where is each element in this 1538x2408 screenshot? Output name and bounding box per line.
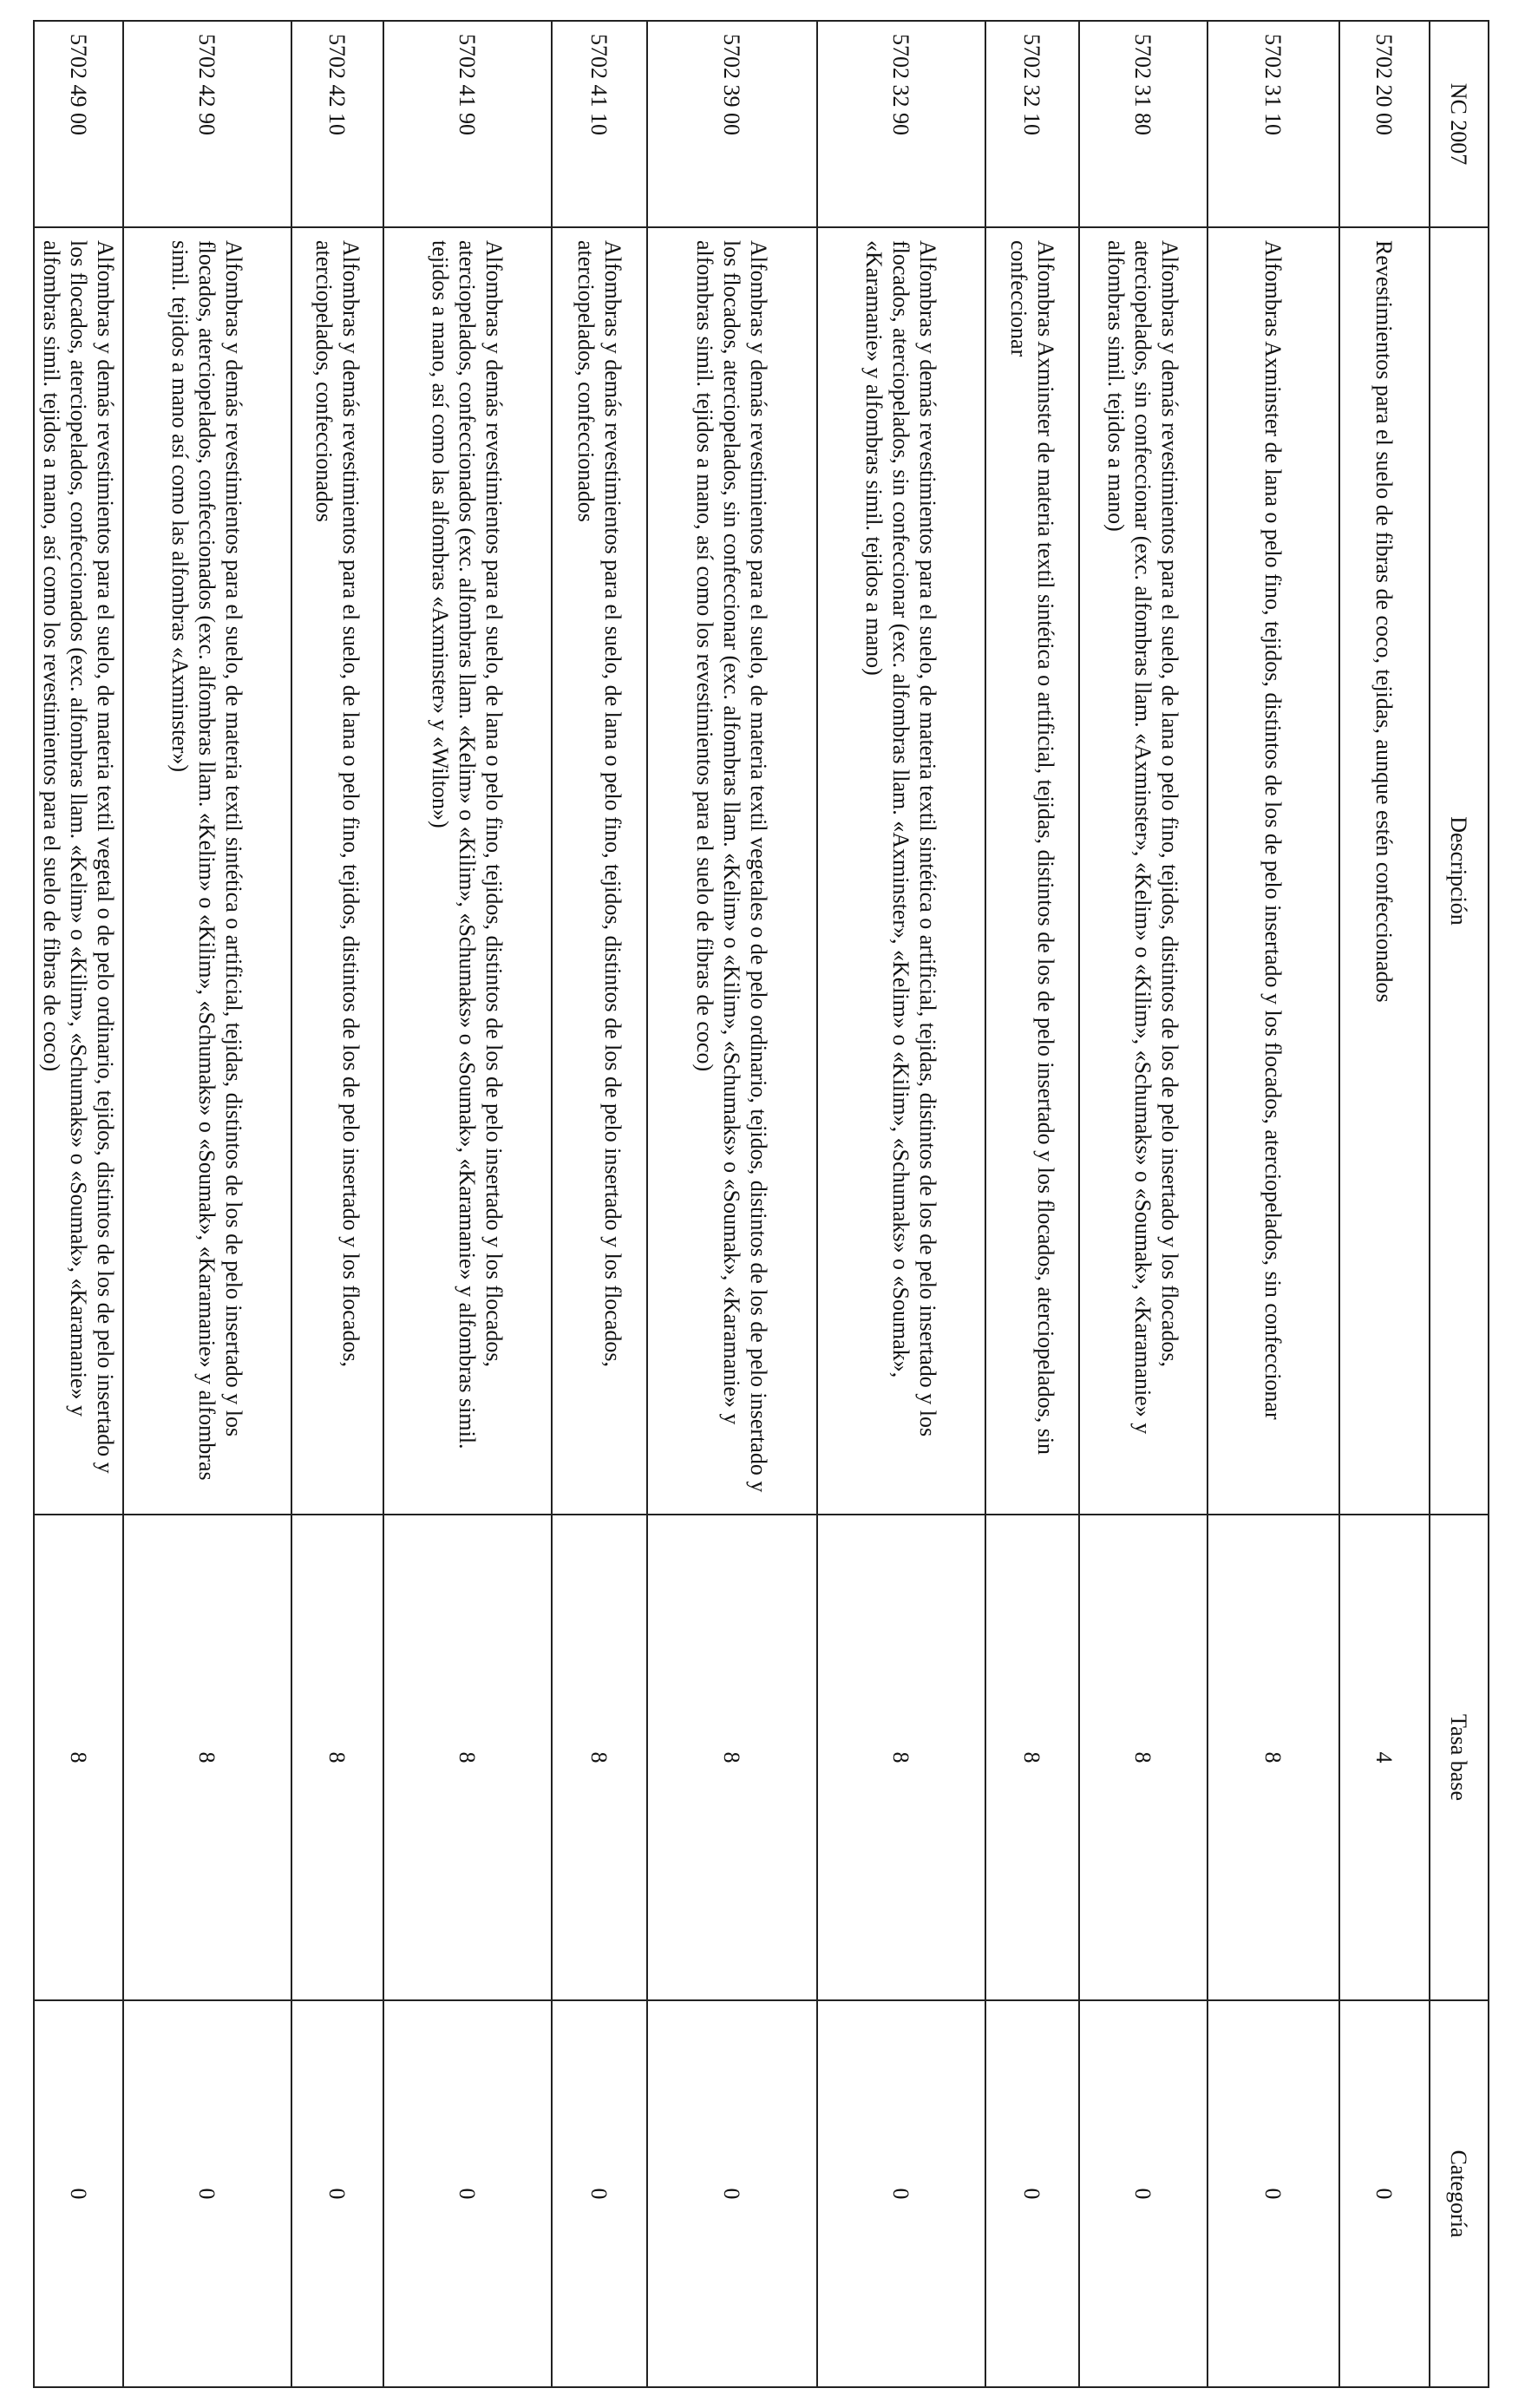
base-rate-cell: 8: [552, 1515, 647, 2000]
category-cell: 0: [1079, 2000, 1207, 2387]
table-row: [1079, 21, 1207, 2387]
category-cell: 0: [1207, 2000, 1339, 2387]
table-row: [1339, 21, 1430, 2387]
description-cell: Alfombras y demás revestimientos para el suelo, de lana o pelo fino, tejidos, distintos de los de pelo insertado y los flocados, aterciopelados, confeccionados (exc. alfombras llam. «Kelim» o «Kilim», «Schumaks» o «Soumak», «Karamanie» y alfombras simil. tejidos a mano, así como las alfombras «Axminster» y «Wilton»): [383, 227, 552, 1515]
nc-code-cell: 5702 42 10: [291, 21, 383, 227]
category-cell: 0: [383, 2000, 552, 2387]
description-cell: Alfombras y demás revestimientos para el suelo, de lana o pelo fino, tejidos, distintos de los de pelo insertado y los flocados, aterciopelados, sin confeccionar (exc. alfombras llam. «Axminster», «Kelim» o «Kilim», «Schumaks» o «Soumak», «Karamanie» y alfombras simil. tejidos a mano): [1079, 227, 1207, 1515]
description-cell: Alfombras y demás revestimientos para el suelo, de materia textil sintética o artificial, tejidas, distintos de los de pelo insertado y los flocados, aterciopelados, sin confeccionar (exc. alfombras llam. «Axminster», «Kelim» o «Kilim», «Schumaks» o «Soumak», «Karamanie» y alfombras simil. tejidos a mano): [817, 227, 985, 1515]
table-row: [552, 21, 647, 2387]
table-row: [817, 21, 985, 2387]
table-row: [34, 21, 123, 2387]
description-cell: Revestimientos para el suelo de fibras de coco, tejidas, aunque estén confeccionados: [1339, 227, 1430, 1515]
base-rate-cell: 8: [985, 1515, 1079, 2000]
nc-code-cell: 5702 42 90: [123, 21, 291, 227]
header-nc-2007: NC 2007: [1430, 21, 1489, 227]
nc-code-cell: 5702 31 80: [1079, 21, 1207, 227]
nc-code-cell: 5702 41 10: [552, 21, 647, 227]
category-cell: 0: [817, 2000, 985, 2387]
description-cell: Alfombras y demás revestimientos para el suelo, de lana o pelo fino, tejidos, distintos de los de pelo insertado y los flocados, aterciopelados, confeccionados: [291, 227, 383, 1515]
table-row: [985, 21, 1079, 2387]
rotated-page: [39, 20, 1489, 2386]
nc-code-cell: 5702 39 00: [647, 21, 817, 227]
description-cell: Alfombras y demás revestimientos para el suelo, de materia textil vegetal o de pelo ordinario, tejidos, distintos de los de pelo insertado y los flocados, aterciopelados, confeccionados (exc. alfombras llam. «Kelim» o «Kilim», «Schumaks» o «Soumak», «Karamanie» y alfombras simil. tejidos a mano, así como los revestimientos para el suelo de fibras de coco): [34, 227, 123, 1515]
nc-code-cell: 5702 20 00: [1339, 21, 1430, 227]
base-rate-cell: 8: [1079, 1515, 1207, 2000]
base-rate-cell: 8: [34, 1515, 123, 2000]
base-rate-cell: 4: [1339, 1515, 1430, 2000]
category-cell: 0: [1339, 2000, 1430, 2387]
category-cell: 0: [985, 2000, 1079, 2387]
table-row: [123, 21, 291, 2387]
table-row: [383, 21, 552, 2387]
table-row: [647, 21, 817, 2387]
table-row: [291, 21, 383, 2387]
nc-code-cell: 5702 32 10: [985, 21, 1079, 227]
nc-code-cell: 5702 41 90: [383, 21, 552, 227]
tariff-table: [33, 20, 1489, 2388]
header-descripcion: Descripción: [1430, 227, 1489, 1515]
nc-code-cell: 5702 49 00: [34, 21, 123, 227]
base-rate-cell: 8: [647, 1515, 817, 2000]
header-categoria: Categoría: [1430, 2000, 1489, 2387]
table-row: [1207, 21, 1339, 2387]
description-cell: Alfombras Axminster de materia textil sintética o artificial, tejidas, distintos de los de pelo insertado y los flocados, aterciopelados, sin confeccionar: [985, 227, 1079, 1515]
base-rate-cell: 8: [291, 1515, 383, 2000]
description-cell: Alfombras y demás revestimientos para el suelo, de materia textil vegetales o de pelo ordinario, tejidos, distintos de los de pelo insertado y los flocados, aterciopelados, sin confeccionar (exc. alfombras llam. «Kelim» o «Kilim», «Schumaks» o «Soumak», «Karamanie» y alfombras simil. tejidos a mano, así como los revestimientos para el suelo de fibras de coco): [647, 227, 817, 1515]
category-cell: 0: [647, 2000, 817, 2387]
description-cell: Alfombras y demás revestimientos para el suelo, de lana o pelo fino, tejidos, distintos de los de pelo insertado y los flocados, aterciopelados, confeccionados: [552, 227, 647, 1515]
base-rate-cell: 8: [1207, 1515, 1339, 2000]
category-cell: 0: [291, 2000, 383, 2387]
category-cell: 0: [552, 2000, 647, 2387]
category-cell: 0: [123, 2000, 291, 2387]
base-rate-cell: 8: [123, 1515, 291, 2000]
header-row: [1430, 21, 1489, 2387]
base-rate-cell: 8: [383, 1515, 552, 2000]
category-cell: 0: [34, 2000, 123, 2387]
base-rate-cell: 8: [817, 1515, 985, 2000]
nc-code-cell: 5702 31 10: [1207, 21, 1339, 227]
description-cell: Alfombras y demás revestimientos para el suelo, de materia textil sintética o artificial, tejidas, distintos de los de pelo insertado y los flocados, aterciopelados, confeccionados (exc. alfombras llam. «Kelim» o «Kilim», «Schumaks» o «Soumak», «Karamanie» y alfombras simil. tejidos a mano así como las alfombras «Axminster»): [123, 227, 291, 1515]
header-tasa-base: Tasa base: [1430, 1515, 1489, 2000]
description-cell: Alfombras Axminster de lana o pelo fino, tejidos, distintos de los de pelo insertado y los flocados, aterciopelados, sin confeccionar: [1207, 227, 1339, 1515]
nc-code-cell: 5702 32 90: [817, 21, 985, 227]
